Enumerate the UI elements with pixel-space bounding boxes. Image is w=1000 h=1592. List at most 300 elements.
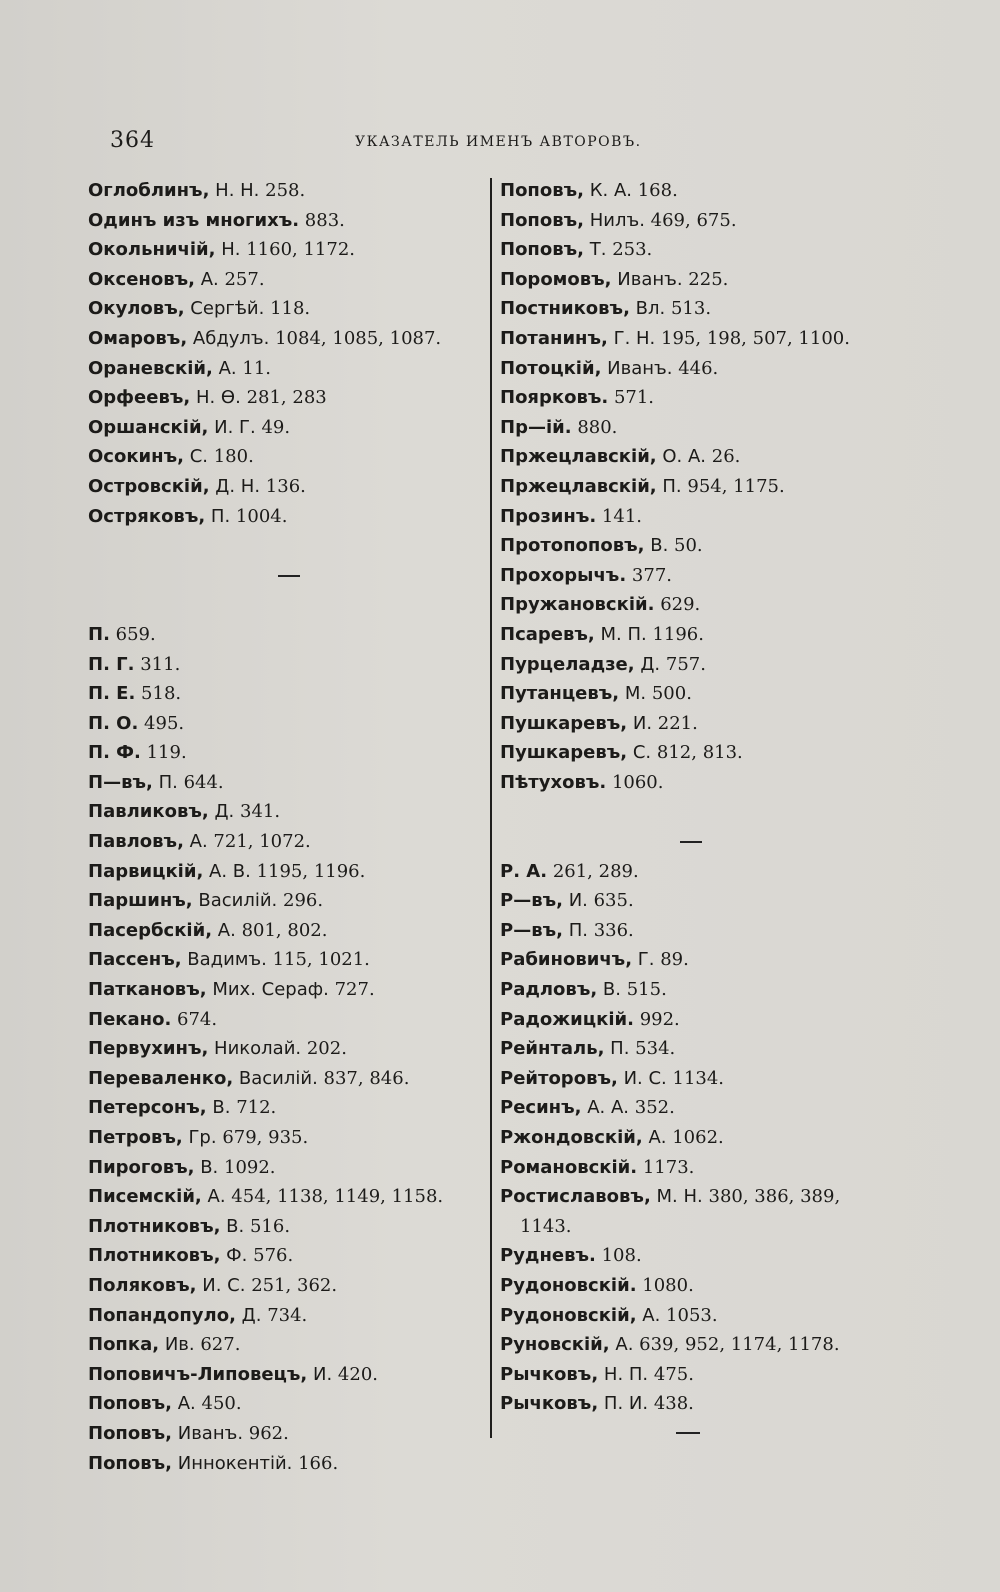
page-refs: 679, 935. bbox=[222, 1127, 309, 1148]
page-refs: 500. bbox=[651, 683, 692, 705]
index-entry bbox=[500, 1123, 920, 1153]
author-initials: Сергѣй. bbox=[190, 298, 265, 320]
author-name: Паршинъ, bbox=[88, 890, 193, 912]
index-entry bbox=[500, 1360, 920, 1390]
page-refs: 11. bbox=[242, 357, 272, 379]
index-entry bbox=[500, 1182, 920, 1212]
author-name: Рычковъ, bbox=[500, 1393, 599, 1415]
index-entry bbox=[88, 1093, 488, 1123]
section-dash bbox=[500, 827, 920, 857]
author-initials: С. bbox=[189, 446, 208, 468]
page-number: 364 bbox=[110, 128, 155, 153]
author-initials: К. А. bbox=[589, 180, 632, 201]
page-refs: 571. bbox=[613, 387, 655, 409]
spacer bbox=[88, 590, 488, 620]
author-name: Первухинъ, bbox=[88, 1038, 209, 1060]
author-initials: Мих. Сераф. bbox=[212, 979, 329, 1001]
author-name: Пушкаревъ, bbox=[500, 712, 628, 734]
index-entry bbox=[88, 945, 488, 975]
page-refs: 627. bbox=[200, 1334, 241, 1356]
page-refs: 1092. bbox=[224, 1156, 276, 1178]
author-initials: Ив. bbox=[164, 1334, 195, 1356]
author-initials: Николай. bbox=[214, 1038, 302, 1060]
author-name: Рудоновскій. bbox=[500, 1274, 637, 1296]
index-entry bbox=[88, 383, 488, 413]
index-group-p-cont bbox=[500, 176, 920, 797]
index-entry bbox=[500, 916, 920, 946]
author-name: Поповъ, bbox=[500, 209, 584, 231]
page-refs: 296. bbox=[283, 890, 324, 912]
author-initials: Вл. bbox=[635, 298, 666, 320]
author-initials: П. bbox=[568, 919, 588, 941]
index-entry bbox=[88, 1123, 488, 1153]
author-name: Пржецлавскій, bbox=[500, 446, 657, 468]
index-entry bbox=[500, 413, 920, 443]
author-name: Писемскій, bbox=[88, 1186, 202, 1208]
page-refs: 446. bbox=[678, 357, 719, 379]
index-entry bbox=[88, 1005, 488, 1035]
index-entry bbox=[500, 235, 920, 265]
index-entry bbox=[500, 945, 920, 975]
index-entry bbox=[500, 294, 920, 324]
index-entry bbox=[500, 265, 920, 295]
page-refs: 721, 1072. bbox=[213, 831, 311, 853]
author-name: Попка, bbox=[88, 1334, 160, 1356]
page-refs: 644. bbox=[183, 771, 224, 793]
index-entry bbox=[500, 975, 920, 1005]
index-entry bbox=[500, 383, 920, 413]
author-initials: А. bbox=[218, 357, 237, 379]
author-name: Прохорычъ. bbox=[500, 564, 627, 586]
page-refs: 674. bbox=[177, 1008, 218, 1030]
index-entry bbox=[88, 709, 488, 739]
page-refs: 253. bbox=[612, 239, 653, 261]
author-initials: И. bbox=[313, 1363, 333, 1385]
author-initials: Н. П. bbox=[603, 1363, 649, 1385]
index-entry bbox=[88, 294, 488, 324]
page-refs: 495. bbox=[144, 712, 185, 734]
author-name: Романовскій. bbox=[500, 1156, 638, 1178]
author-initials: В. bbox=[200, 1156, 219, 1178]
author-initials: Д. bbox=[214, 801, 235, 823]
author-initials: И. Г. bbox=[214, 416, 256, 438]
index-entry bbox=[88, 206, 488, 236]
index-entry bbox=[88, 620, 488, 650]
page-refs: 1195, 1196. bbox=[256, 860, 366, 882]
index-entry bbox=[88, 1360, 488, 1390]
author-initials: А. bbox=[648, 1127, 667, 1148]
page-refs: 380, 386, 389, bbox=[708, 1186, 841, 1208]
page-refs: 89. bbox=[660, 949, 689, 971]
page-refs: 341. bbox=[240, 801, 281, 823]
page-refs: 515. bbox=[626, 979, 667, 1001]
page-refs: 115, 1021. bbox=[272, 949, 370, 971]
author-name: П. Г. bbox=[88, 653, 135, 675]
author-name: Постниковъ, bbox=[500, 298, 630, 320]
author-name: Рудневъ. bbox=[500, 1245, 596, 1267]
author-initials: И. bbox=[568, 890, 588, 912]
spacer bbox=[500, 797, 920, 827]
author-name: Пурцеладзе, bbox=[500, 653, 635, 675]
index-entry bbox=[500, 1271, 920, 1301]
author-name: П. Ф. bbox=[88, 742, 141, 764]
page-refs: 469, 675. bbox=[650, 209, 737, 231]
index-entry bbox=[500, 561, 920, 591]
index-entry bbox=[500, 1330, 920, 1360]
page-refs: 883. bbox=[304, 209, 345, 231]
page-refs: 880. bbox=[577, 416, 618, 438]
index-group-r bbox=[500, 857, 920, 1419]
page-refs: 225. bbox=[688, 268, 729, 290]
author-name: Путанцевъ, bbox=[500, 683, 620, 705]
author-name: Поромовъ, bbox=[500, 268, 612, 290]
author-initials: Абдулъ. bbox=[192, 327, 270, 349]
author-initials: Д. bbox=[241, 1304, 262, 1326]
author-initials: А. bbox=[189, 831, 208, 853]
author-name: Радожицкій. bbox=[500, 1008, 634, 1030]
page-refs: 136. bbox=[265, 475, 306, 497]
page-refs: 518. bbox=[141, 683, 182, 705]
author-name: Поповъ, bbox=[500, 239, 584, 261]
author-name: Плотниковъ, bbox=[88, 1215, 221, 1237]
author-name: Петровъ, bbox=[88, 1127, 183, 1148]
page-refs: 26. bbox=[711, 446, 741, 468]
index-entry bbox=[500, 472, 920, 502]
author-initials: А. bbox=[200, 268, 219, 290]
page-refs: 1134. bbox=[672, 1067, 725, 1089]
index-entry bbox=[500, 1301, 920, 1331]
author-initials: А. bbox=[217, 919, 236, 941]
index-group-p bbox=[88, 620, 488, 1478]
author-name: Пр—ій. bbox=[500, 416, 572, 438]
index-entry bbox=[500, 206, 920, 236]
page-refs: 336. bbox=[593, 919, 634, 941]
index-entry bbox=[500, 650, 920, 680]
page-refs: 954, 1175. bbox=[687, 475, 785, 497]
author-name: Поповичъ-Липовецъ, bbox=[88, 1363, 308, 1385]
author-initials: М. bbox=[624, 683, 647, 705]
page-refs: 757. bbox=[665, 653, 706, 675]
author-name: Ресинъ, bbox=[500, 1097, 582, 1119]
index-entry bbox=[88, 797, 488, 827]
author-initials: А. bbox=[615, 1334, 634, 1356]
author-initials: А. bbox=[177, 1393, 196, 1415]
author-initials: И. bbox=[632, 712, 653, 734]
page-refs: 475. bbox=[653, 1363, 694, 1385]
author-name: Руновскій, bbox=[500, 1334, 610, 1356]
author-initials: П. И. bbox=[603, 1393, 649, 1415]
page-refs: 454, 1138, 1149, 1158. bbox=[231, 1186, 444, 1208]
index-entry bbox=[500, 1093, 920, 1123]
index-entry bbox=[500, 679, 920, 709]
index-entry bbox=[88, 975, 488, 1005]
page-refs: 438. bbox=[653, 1393, 694, 1415]
author-initials: И. С. bbox=[202, 1274, 246, 1296]
author-initials: П. bbox=[158, 771, 178, 793]
author-name: Рейнталь, bbox=[500, 1038, 605, 1060]
author-name: Омаровъ, bbox=[88, 327, 188, 349]
page-refs: 257. bbox=[224, 268, 265, 290]
page-refs: 1143. bbox=[520, 1215, 572, 1237]
index-entry bbox=[88, 1182, 488, 1212]
index-entry bbox=[500, 590, 920, 620]
author-name: Потанинъ, bbox=[500, 327, 608, 349]
index-entry bbox=[88, 413, 488, 443]
author-name: Поповъ, bbox=[88, 1393, 172, 1415]
index-entry bbox=[88, 1034, 488, 1064]
author-name: Поповъ, bbox=[88, 1452, 172, 1474]
index-entry bbox=[88, 1064, 488, 1094]
author-name: Радловъ, bbox=[500, 979, 598, 1001]
index-entry bbox=[500, 768, 920, 798]
author-initials: П. bbox=[610, 1038, 630, 1060]
author-name: Протопоповъ, bbox=[500, 535, 645, 557]
left-column bbox=[88, 176, 488, 1478]
index-entry bbox=[500, 502, 920, 532]
page-refs: 108. bbox=[601, 1245, 642, 1267]
page-refs: 450. bbox=[201, 1393, 242, 1415]
index-entry bbox=[88, 354, 488, 384]
author-name: Окольничій, bbox=[88, 239, 216, 261]
author-initials: А. bbox=[207, 1186, 226, 1208]
author-name: Остряковъ, bbox=[88, 505, 206, 527]
page-refs: 659. bbox=[115, 623, 156, 645]
column-divider bbox=[490, 178, 492, 1438]
index-entry bbox=[500, 324, 920, 354]
author-name: Поярковъ. bbox=[500, 387, 609, 409]
index-entry bbox=[88, 886, 488, 916]
index-entry bbox=[500, 709, 920, 739]
page-refs: 639, 952, 1174, 1178. bbox=[639, 1334, 840, 1356]
page-refs: 119. bbox=[146, 742, 187, 764]
index-entry bbox=[88, 472, 488, 502]
author-name: Ораневскій, bbox=[88, 357, 213, 379]
page-refs: 311. bbox=[140, 653, 181, 675]
page-refs: 513. bbox=[670, 298, 712, 320]
author-name: Р—въ, bbox=[500, 890, 563, 912]
page-refs: 576. bbox=[253, 1245, 294, 1267]
author-name: Павловъ, bbox=[88, 831, 184, 853]
author-name: Плотниковъ, bbox=[88, 1245, 221, 1267]
page-refs: 258. bbox=[265, 180, 306, 201]
page-header bbox=[110, 128, 670, 158]
index-entry bbox=[88, 502, 488, 532]
page-refs: 261, 289. bbox=[552, 860, 639, 882]
author-name: П. bbox=[88, 623, 110, 645]
author-name: Павликовъ, bbox=[88, 801, 209, 823]
author-name: П. О. bbox=[88, 712, 139, 734]
index-entry bbox=[88, 442, 488, 472]
index-entry bbox=[88, 1301, 488, 1331]
author-initials: А. bbox=[642, 1304, 661, 1326]
author-initials: В. bbox=[650, 535, 669, 557]
author-name: Пекано. bbox=[88, 1008, 172, 1030]
author-name: Оршанскій, bbox=[88, 416, 209, 438]
index-entry bbox=[88, 827, 488, 857]
author-name: Р—въ, bbox=[500, 919, 563, 941]
page-refs: 1080. bbox=[642, 1274, 694, 1296]
page-refs: 1062. bbox=[672, 1127, 724, 1148]
page-refs: 202. bbox=[306, 1038, 347, 1060]
author-name: Р. А. bbox=[500, 860, 548, 882]
author-name: Паткановъ, bbox=[88, 979, 207, 1001]
author-initials: В. bbox=[226, 1215, 245, 1237]
page-refs: 377. bbox=[631, 564, 672, 586]
author-name: Оглоблинъ, bbox=[88, 180, 210, 201]
author-name: П. Е. bbox=[88, 683, 136, 705]
author-initials: Нилъ. bbox=[589, 209, 645, 231]
index-entry bbox=[88, 768, 488, 798]
page-refs: 50. bbox=[674, 535, 703, 557]
author-initials: М. П. bbox=[600, 623, 647, 645]
author-initials: Г. bbox=[637, 949, 655, 971]
author-name: Пассенъ, bbox=[88, 949, 182, 971]
index-entry bbox=[88, 679, 488, 709]
author-name: Переваленко, bbox=[88, 1067, 234, 1089]
page-refs: 1196. bbox=[652, 623, 704, 645]
author-initials: М. Н. bbox=[656, 1186, 703, 1208]
index-entry bbox=[500, 176, 920, 206]
author-initials: С. bbox=[632, 742, 652, 764]
page-refs: 1004. bbox=[235, 505, 288, 527]
author-initials: Н. bbox=[221, 239, 241, 261]
author-initials: Иванъ. bbox=[607, 357, 673, 379]
index-entry bbox=[500, 857, 920, 887]
page-refs: 962. bbox=[248, 1422, 289, 1444]
author-initials: Г. Н. bbox=[613, 327, 656, 349]
index-entry bbox=[500, 620, 920, 650]
index-entry bbox=[500, 1241, 920, 1271]
page-refs: 1160, 1172. bbox=[246, 239, 356, 261]
index-entry bbox=[500, 1064, 920, 1094]
index-entry bbox=[88, 176, 488, 206]
page-refs: 1173. bbox=[642, 1156, 695, 1178]
author-name: Окуловъ, bbox=[88, 298, 185, 320]
page-refs: 420. bbox=[337, 1363, 378, 1385]
page-refs: 168. bbox=[637, 180, 678, 201]
index-entry bbox=[88, 857, 488, 887]
author-initials: Д. bbox=[640, 653, 661, 675]
page-refs: 281, 283 bbox=[246, 387, 327, 409]
page-refs: 534. bbox=[635, 1038, 676, 1060]
index-entry bbox=[88, 1212, 488, 1242]
index-group-o bbox=[88, 176, 488, 531]
author-name: Рейторовъ, bbox=[500, 1067, 618, 1089]
page-refs: 221. bbox=[657, 712, 698, 734]
index-entry bbox=[88, 738, 488, 768]
author-initials: Ф. bbox=[226, 1245, 248, 1267]
page-refs: 635. bbox=[593, 890, 634, 912]
page-refs: 166. bbox=[298, 1452, 339, 1474]
author-name: Одинъ изъ многихъ. bbox=[88, 209, 300, 231]
index-entry bbox=[88, 650, 488, 680]
spacer bbox=[88, 531, 488, 561]
running-head: УКАЗАТЕЛЬ ИМЕНЪ АВТОРОВЪ. bbox=[355, 134, 642, 150]
author-initials: А. А. bbox=[587, 1097, 630, 1119]
index-entry bbox=[88, 1271, 488, 1301]
page-refs: 180. bbox=[213, 446, 254, 468]
page-refs: 712. bbox=[236, 1097, 277, 1119]
author-initials: Н. Н. bbox=[215, 180, 260, 201]
index-entry bbox=[500, 1389, 920, 1419]
index-entry bbox=[500, 738, 920, 768]
author-name: Пироговъ, bbox=[88, 1156, 195, 1178]
author-name: П—въ, bbox=[88, 771, 153, 793]
author-name: Потоцкій, bbox=[500, 357, 602, 379]
end-dash bbox=[676, 1432, 700, 1434]
author-name: Ростиславовъ, bbox=[500, 1186, 651, 1208]
index-entry bbox=[88, 1389, 488, 1419]
index-entry bbox=[88, 1241, 488, 1271]
page-refs: 516. bbox=[249, 1215, 291, 1237]
page-refs: 352. bbox=[634, 1097, 675, 1119]
author-initials: О. А. bbox=[662, 446, 707, 468]
index-entry bbox=[88, 1153, 488, 1183]
section-dash bbox=[88, 561, 488, 591]
page-refs: 1060. bbox=[611, 771, 664, 793]
author-initials: Вадимъ. bbox=[187, 949, 267, 971]
right-column bbox=[500, 176, 920, 1419]
author-initials: Н. Ѳ. bbox=[195, 387, 241, 409]
page-refs: 727. bbox=[334, 979, 375, 1001]
page-refs: 251, 362. bbox=[251, 1274, 338, 1296]
author-initials: Д. Н. bbox=[215, 475, 261, 497]
author-name: Оксеновъ, bbox=[88, 268, 195, 290]
author-name: Островскій, bbox=[88, 475, 210, 497]
page-refs: 992. bbox=[639, 1008, 680, 1030]
author-name: Пѣтуховъ. bbox=[500, 771, 607, 793]
index-entry bbox=[88, 1419, 488, 1449]
page-refs: 812, 813. bbox=[656, 742, 743, 764]
author-name: Рудоновскій, bbox=[500, 1304, 637, 1326]
author-initials: П. bbox=[662, 475, 682, 497]
page-refs: 734. bbox=[267, 1304, 308, 1326]
index-entry bbox=[88, 1330, 488, 1360]
author-initials: И. С. bbox=[623, 1067, 667, 1089]
page-refs: 801, 802. bbox=[241, 919, 328, 941]
author-name: Пасербскій, bbox=[88, 919, 213, 941]
index-entry bbox=[88, 916, 488, 946]
index-entry bbox=[88, 265, 488, 295]
page-refs: 629. bbox=[660, 594, 701, 616]
index-entry bbox=[88, 324, 488, 354]
page-refs: 195, 198, 507, 1100. bbox=[661, 327, 850, 349]
index-entry bbox=[500, 1212, 920, 1242]
page-refs: 1084, 1085, 1087. bbox=[275, 327, 442, 349]
index-entry bbox=[88, 235, 488, 265]
author-initials: В. bbox=[602, 979, 621, 1001]
author-name: Рычковъ, bbox=[500, 1363, 599, 1385]
index-entry bbox=[88, 1449, 488, 1479]
index-entry bbox=[500, 354, 920, 384]
index-entry bbox=[500, 1153, 920, 1183]
author-initials: Василій. bbox=[198, 890, 278, 912]
author-initials: Иванъ. bbox=[177, 1422, 244, 1444]
author-initials: Т. bbox=[589, 239, 607, 261]
author-name: Парвицкій, bbox=[88, 860, 204, 882]
author-name: Ржондовскій, bbox=[500, 1127, 643, 1148]
page-refs: 837, 846. bbox=[323, 1067, 410, 1089]
author-name: Пржецлавскій, bbox=[500, 475, 657, 497]
author-name: Пружановскій. bbox=[500, 594, 655, 616]
index-entry bbox=[500, 442, 920, 472]
author-initials: В. bbox=[212, 1097, 231, 1119]
page-refs: 118. bbox=[270, 298, 311, 320]
index-entry bbox=[500, 1005, 920, 1035]
author-name: Псаревъ, bbox=[500, 623, 595, 645]
index-entry bbox=[500, 531, 920, 561]
author-initials: П. bbox=[210, 505, 231, 527]
